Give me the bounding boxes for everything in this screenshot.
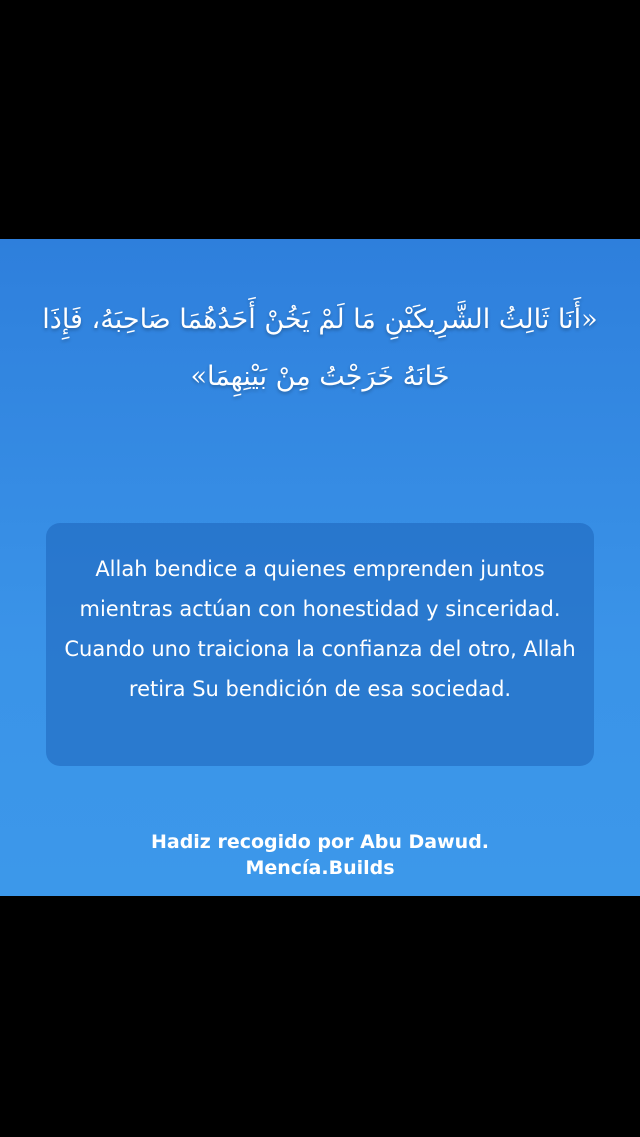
translation-box bbox=[46, 523, 594, 766]
source-credit: Hadiz recogido por Abu Dawud. bbox=[150, 831, 490, 853]
author-credit: Mencía.Builds bbox=[245, 857, 395, 879]
arabic-hadith-text: «أَنَا ثَالِثُ الشَّرِيكَيْنِ مَا لَمْ يَخُنْ أَحَدُهُمَا صَاحِبَهُ، فَإِذَا خَانَهُ خَرَجْتُ مِنْ بَيْنِهِمَا» bbox=[42, 304, 598, 392]
hadith-card bbox=[0, 239, 640, 896]
spanish-translation: Allah bendice a quienes emprenden juntos mientras actúan con honestidad y sinceridad. Cuando uno traiciona la confianza del otro, Allah retira Su bendición de esa sociedad. bbox=[64, 557, 576, 701]
footer bbox=[0, 829, 640, 881]
